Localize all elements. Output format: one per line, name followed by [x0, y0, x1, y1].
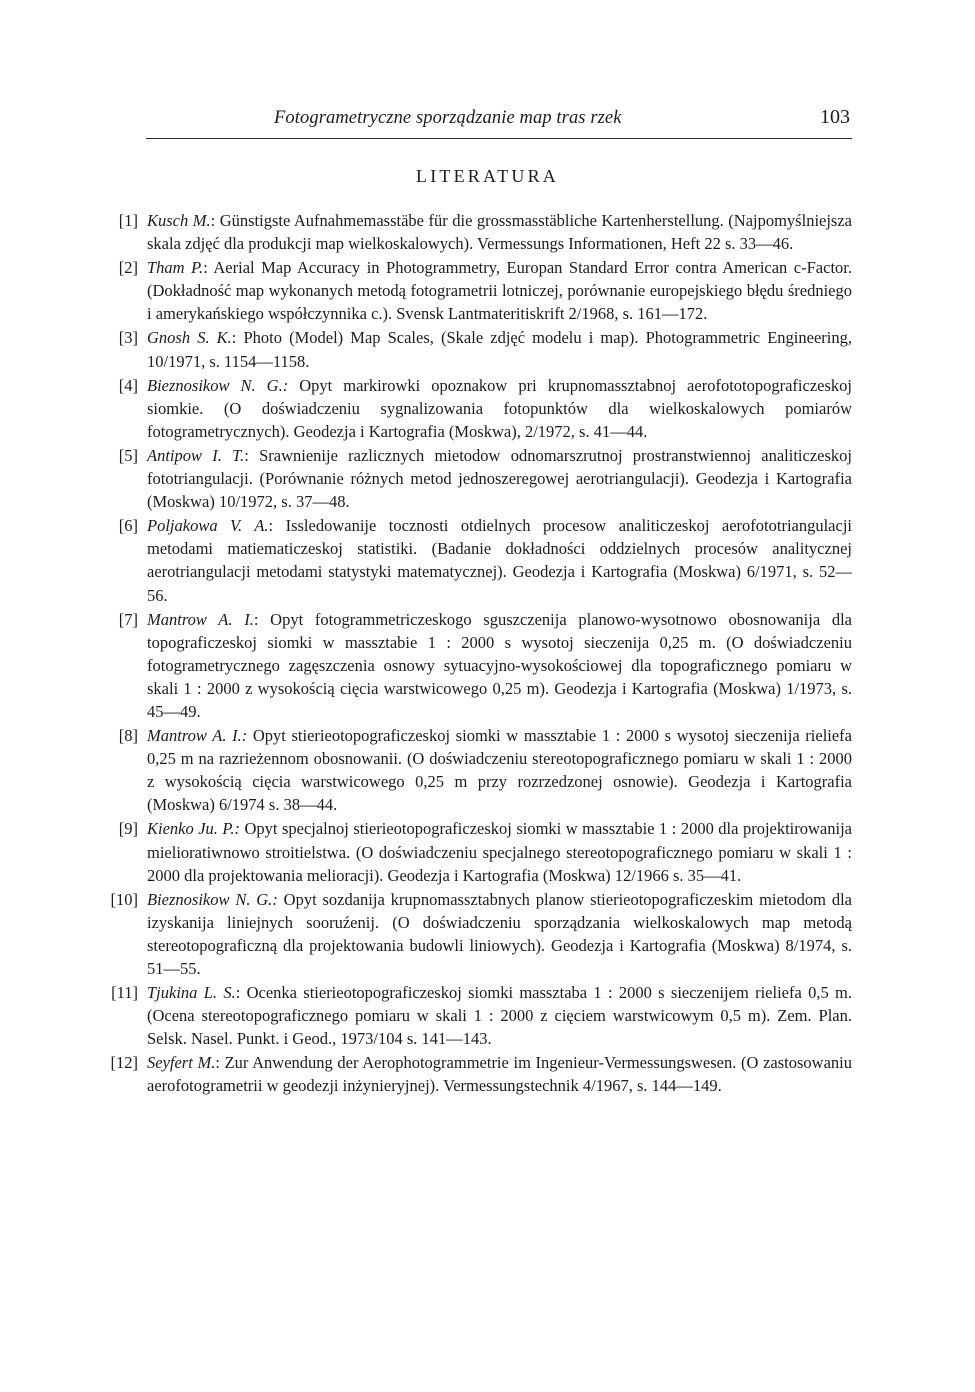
reference-text — [147, 444, 852, 513]
reference-author: Mantrow A. I.: — [147, 726, 248, 746]
reference-text — [147, 724, 852, 816]
reference-text — [147, 981, 852, 1050]
reference-body: : Opyt fotogrammetriczeskogo sguszczenija planowo-wysotnowo obosnowanija dla topograficzeskoj siomki w massztabie 1 : 2000 s wysotoj sieczenija 0,25 m. (O doświadczeniu fotogrametrycznego zagęszczenia osnowy sytuacyjno-wysokościowej dla topograficznego pomiaru w skali 1 : 2000 z wysokością cięcia warstwicowego 0,25 m). Geodezja i Kartografia (Moskwa) 1/1973, s. 45—49. — [147, 609, 853, 721]
reference-number: [5] — [118, 445, 138, 465]
reference-body: : Srawnienije razlicznych mietodow odnomarszrutnoj prostranstwiennoj analiticzeskoj fototriangulacji. (Porównanie różnych metod jednoszeregowej aerotriangulacji). Geodezja i Kartografia (Moskwa) 10/1972, s. 37—48. — [147, 445, 852, 512]
reference-number: [10] — [110, 889, 138, 909]
reference-author: Kusch M. — [147, 211, 211, 230]
page-header — [146, 104, 852, 139]
reference-text — [147, 209, 852, 255]
reference-text — [147, 514, 852, 606]
reference-text — [147, 1051, 852, 1097]
reference-body: : Issledowanije tocznosti otdielnych procesow analiticzeskoj aerofototriangulacji metodami matiematiczeskoj statistiki. (Badanie dokładności oddzielnych procesów analitycznej aerotriangulacji metodami statystyki matematycznej). Geodezja i Kartografia (Moskwa) 6/1971, s. 52—56. — [147, 516, 853, 605]
running-title: Fotogrametryczne sporządzanie map tras rzek — [274, 108, 622, 128]
reference-item — [108, 256, 852, 325]
reference-author: Poljakowa V. A. — [147, 516, 269, 536]
reference-item — [108, 209, 852, 255]
reference-item — [108, 1051, 852, 1097]
reference-body: : Photo (Model) Map Scales, (Skale zdjęć modelu i map). Photogrammetric Engineering, 10/1971, s. 1154—1158. — [147, 328, 852, 371]
reference-text — [147, 888, 852, 980]
reference-author: Tjukina L. S. — [147, 983, 236, 1003]
reference-number: [2] — [118, 258, 138, 278]
reference-list — [108, 209, 852, 1099]
reference-body: : Ocenka stierieotopograficzeskoj siomki massztaba 1 : 2000 s sieczenijem rieliefa 0,5 m. (Ocena stereotopograficznego pomiaru w skali 1 : 2000 z cięciem warstwicowym 0,5 m). Zem. Plan. Selsk. Nasel. Punkt. i Geod., 1973/104 s. 141—143. — [147, 983, 852, 1049]
reference-body: : Aerial Map Accuracy in Photogrammetry, Europan Standard Error contra American c-Factor. (Dokładność map wykonanych metodą fotogrametrii lotniczej, porównanie europejskiego błędu średniego i amerykańskiego współczynnika c.). Svensk Lantmateritiskrift 2/1968, s. 161—172. — [147, 258, 852, 324]
reference-text — [147, 817, 852, 886]
reference-author: Mantrow A. I. — [147, 609, 254, 629]
reference-item — [108, 981, 852, 1050]
reference-item — [108, 888, 852, 980]
reference-item — [108, 326, 852, 372]
reference-number: [12] — [110, 1053, 138, 1073]
reference-text — [147, 374, 852, 443]
reference-item — [108, 444, 852, 513]
reference-author: Kienko Ju. P.: — [147, 819, 240, 839]
reference-author: Antipow I. T. — [147, 445, 245, 465]
reference-item — [108, 374, 852, 443]
reference-item — [108, 724, 852, 816]
reference-number: [1] — [118, 211, 138, 230]
reference-item — [108, 608, 852, 723]
reference-text — [147, 608, 852, 723]
reference-number: [11] — [111, 983, 138, 1003]
reference-number: [8] — [118, 726, 138, 746]
reference-text — [147, 256, 852, 325]
reference-author: Seyfert M. — [147, 1053, 216, 1073]
page-number: 103 — [820, 106, 850, 128]
reference-author: Tham P. — [147, 258, 204, 278]
reference-author: Bieznosikow N. G.: — [147, 375, 289, 395]
reference-body: Opyt sozdanija krupnomassztabnych planow stierieotopograficzeskim mietodom dla izyskanija liniejnych sooruźenij. (O doświadczeniu sporządzania wielkoskalowych map metodą stereotopograficzną dla projektowania budowli liniowych). Geodezja i Kartografia (Moskwa) 8/1974, s. 51—55. — [147, 889, 852, 978]
reference-body: : Zur Anwendung der Aerophotogrammetrie im Ingenieur-Vermessungswesen. (O zastosowaniu aerofotogrametrii w geodezji inżynieryjnej). Vermessungstechnik 4/1967, s. 144—149. — [147, 1053, 852, 1096]
reference-item — [108, 817, 852, 886]
reference-number: [3] — [118, 328, 138, 348]
reference-author: Gnosh S. K. — [147, 328, 232, 348]
reference-body: Opyt stierieotopograficzeskoj siomki w massztabie 1 : 2000 s wysotoj sieczenija rieliefa 0,25 m na razrieżennom obosnowanii. (O doświadczeniu stereotopograficznego pomiaru w skali 1 : 2000 z wysokością cięcia warstwicowego 0,25 m przy rozrzedzonej osnowie). Geodezja i Kartografia (Moskwa) 6/1974 s. 38—44. — [147, 726, 853, 815]
reference-number: [4] — [118, 375, 138, 395]
reference-author: Bieznosikow N. G.: — [147, 889, 278, 909]
reference-body: Opyt markirowki opoznakow pri krupnomassztabnoj aerofototopograficzeskoj siomkie. (O doświadczeniu sygnalizowania fotopunktów dla wielkoskalowych pomiarów fotogrametrycznych). Geodezja i Kartografia (Moskwa), 2/1972, s. 41—44. — [147, 375, 852, 441]
reference-item — [108, 514, 852, 606]
reference-body: Opyt specjalnoj stierieotopograficzeskoj siomki w massztabie 1 : 2000 dla projektirowanija mielioratiwnowo stroitielstwa. (O doświadczeniu specjalnego stereotopograficznego pomiaru w skali 1 : 2000 dla projektowania melioracji). Geodezja i Kartografia (Moskwa) 12/1966 s. 35—41. — [147, 819, 852, 885]
section-title: LITERATURA — [416, 166, 559, 186]
reference-body: : Günstigste Aufnahmemasstäbe für die grossmasstäbliche Kartenherstellung. (Najpomyślniejsza skala zdjęć dla produkcji map wielkoskalowych). Vermessungs Informationen, Heft 22 s. 33—46. — [147, 211, 852, 254]
reference-number: [9] — [118, 819, 138, 839]
reference-number: [7] — [118, 609, 138, 629]
reference-number: [6] — [118, 516, 138, 536]
reference-text — [147, 326, 852, 372]
